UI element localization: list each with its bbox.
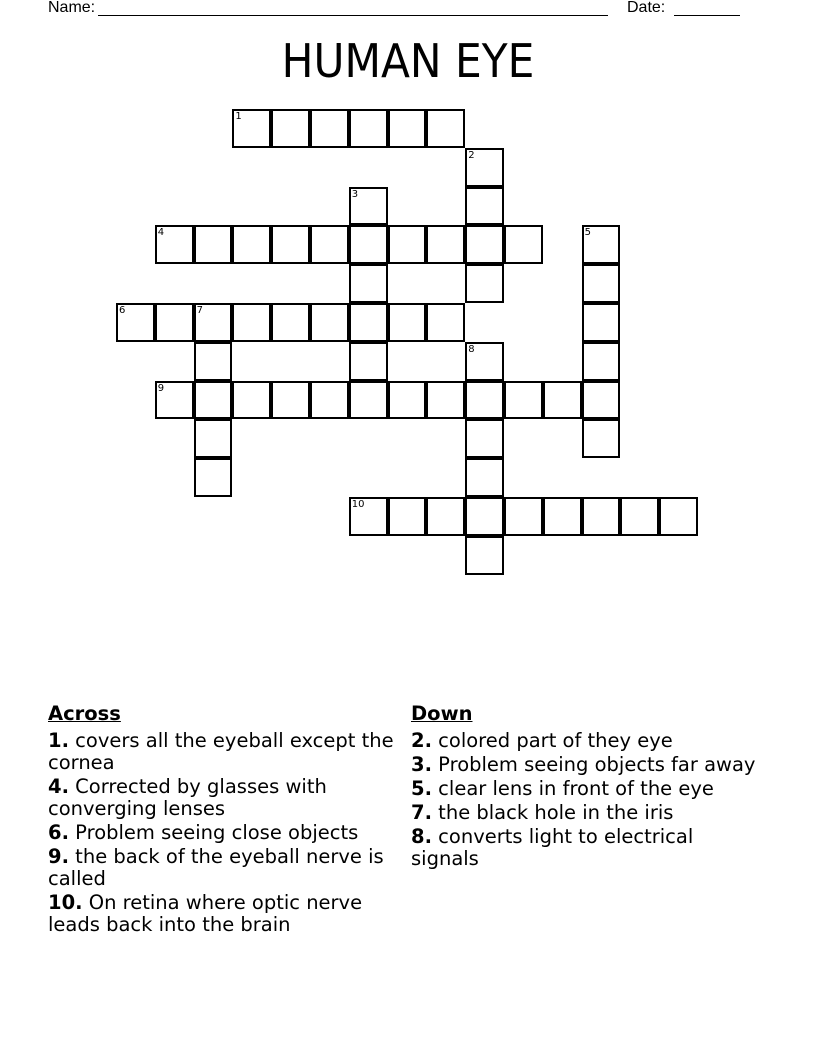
crossword-cell[interactable] (465, 381, 504, 420)
crossword-cell[interactable] (349, 381, 388, 420)
crossword-cell[interactable] (232, 109, 271, 148)
clue-number: 7. (411, 801, 432, 824)
crossword-cell[interactable] (116, 303, 155, 342)
name-label: Name: (48, 0, 96, 16)
clue-across-10 (48, 892, 398, 936)
crossword-cell[interactable] (310, 303, 349, 342)
crossword-cell[interactable] (271, 303, 310, 342)
clue-text: covers all the eyeball except the cornea (48, 729, 394, 774)
crossword-cell[interactable] (349, 497, 388, 536)
crossword-cell[interactable] (310, 109, 349, 148)
crossword-cell[interactable] (465, 497, 504, 536)
clue-across-1 (48, 730, 398, 774)
crossword-cell[interactable] (194, 381, 233, 420)
crossword-cell[interactable] (155, 225, 194, 264)
clue-number-label: 2 (468, 149, 475, 161)
crossword-cell[interactable] (194, 342, 233, 381)
clue-number: 9. (48, 845, 69, 868)
crossword-cell[interactable] (426, 381, 465, 420)
clue-down-5 (411, 778, 761, 800)
clue-number-label: 3 (351, 188, 359, 200)
crossword-cell[interactable] (582, 497, 621, 536)
crossword-cell[interactable] (194, 419, 233, 458)
clue-number: 3. (411, 753, 432, 776)
crossword-cell[interactable] (543, 497, 582, 536)
crossword-cell[interactable] (388, 381, 427, 420)
crossword-cell[interactable] (465, 225, 504, 264)
crossword-cell[interactable] (465, 264, 504, 303)
clue-across-4 (48, 776, 398, 820)
crossword-cell[interactable] (543, 381, 582, 420)
crossword-cell[interactable] (310, 381, 349, 420)
clue-number-label: 8 (468, 343, 475, 355)
crossword-cell[interactable] (465, 536, 504, 575)
crossword-cell[interactable] (349, 342, 388, 381)
crossword-cell[interactable] (155, 381, 194, 420)
crossword-cell[interactable] (504, 381, 543, 420)
crossword-cell[interactable] (465, 458, 504, 497)
clue-text: the back of the eyeball nerve is called (48, 845, 384, 890)
down-heading: Down (411, 702, 473, 725)
clue-text: Corrected by glasses with converging lenses (48, 775, 327, 820)
clue-number-label: 1 (235, 111, 242, 122)
clue-number-label: 9 (157, 382, 165, 394)
across-clues (48, 703, 398, 938)
clue-text: the black hole in the iris (431, 801, 674, 824)
clue-number-label: 7 (196, 305, 203, 316)
crossword-cell[interactable] (582, 381, 621, 420)
clue-number: 4. (48, 775, 69, 798)
clue-down-8 (411, 826, 761, 870)
clue-number-label: 5 (584, 227, 591, 239)
crossword-cell[interactable] (659, 497, 698, 536)
crossword-cell[interactable] (349, 303, 388, 342)
clue-number-label: 6 (119, 305, 126, 316)
crossword-cell[interactable] (426, 497, 465, 536)
clue-number-label: 10 (351, 499, 365, 510)
across-heading: Across (48, 702, 121, 725)
crossword-cell[interactable] (582, 303, 621, 342)
clue-text: Problem seeing close objects (68, 821, 359, 844)
clue-number: 6. (48, 821, 69, 844)
crossword-cell[interactable] (155, 303, 194, 342)
crossword-cell[interactable] (465, 419, 504, 458)
crossword-cell[interactable] (426, 303, 465, 342)
clue-text: colored part of they eye (431, 729, 673, 752)
clue-down-2 (411, 730, 761, 752)
clue-text: On retina where optic nerve leads back into the brain (48, 891, 363, 936)
crossword-cell[interactable] (582, 264, 621, 303)
clue-number: 2. (411, 729, 432, 752)
crossword-cell[interactable] (232, 225, 271, 264)
crossword-cell[interactable] (620, 497, 659, 536)
clue-number-label: 4 (157, 227, 165, 239)
crossword-cell[interactable] (232, 303, 271, 342)
clue-number: 10. (48, 891, 83, 914)
crossword-cell[interactable] (349, 225, 388, 264)
crossword-cell[interactable] (582, 342, 621, 381)
clue-number: 8. (411, 825, 432, 848)
crossword-cell[interactable] (388, 497, 427, 536)
clue-across-6 (48, 822, 398, 844)
crossword-cell[interactable] (349, 109, 388, 148)
clue-number: 5. (411, 777, 432, 800)
clue-text: converts light to electrical signals (411, 825, 694, 870)
clue-down-7 (411, 802, 761, 824)
crossword-cell[interactable] (349, 187, 388, 226)
crossword-cell[interactable] (232, 381, 271, 420)
clue-number: 1. (48, 729, 69, 752)
crossword-cell[interactable] (582, 419, 621, 458)
crossword-cell[interactable] (310, 225, 349, 264)
crossword-cell[interactable] (504, 225, 543, 264)
date-label: Date: (627, 0, 666, 16)
crossword-cell[interactable] (388, 303, 427, 342)
crossword-cell[interactable] (504, 497, 543, 536)
page-title: HUMAN EYE (281, 34, 535, 88)
crossword-cell[interactable] (388, 225, 427, 264)
clue-down-3 (411, 754, 761, 776)
clue-across-9 (48, 846, 398, 890)
crossword-cell[interactable] (465, 148, 504, 187)
crossword-cell[interactable] (194, 458, 233, 497)
crossword-cell[interactable] (271, 381, 310, 420)
crossword-cell[interactable] (426, 109, 465, 148)
crossword-cell[interactable] (349, 264, 388, 303)
down-clues (411, 703, 761, 872)
crossword-cell[interactable] (426, 225, 465, 264)
crossword-cell[interactable] (388, 109, 427, 148)
crossword-cell[interactable] (582, 225, 621, 264)
clue-text: Problem seeing objects far away (431, 753, 756, 776)
crossword-cell[interactable] (271, 109, 310, 148)
clue-text: clear lens in front of the eye (431, 777, 714, 800)
crossword-cell[interactable] (271, 225, 310, 264)
crossword-cell[interactable] (194, 225, 233, 264)
crossword-cell[interactable] (465, 342, 504, 381)
crossword-cell[interactable] (194, 303, 233, 342)
crossword-cell[interactable] (465, 187, 504, 226)
